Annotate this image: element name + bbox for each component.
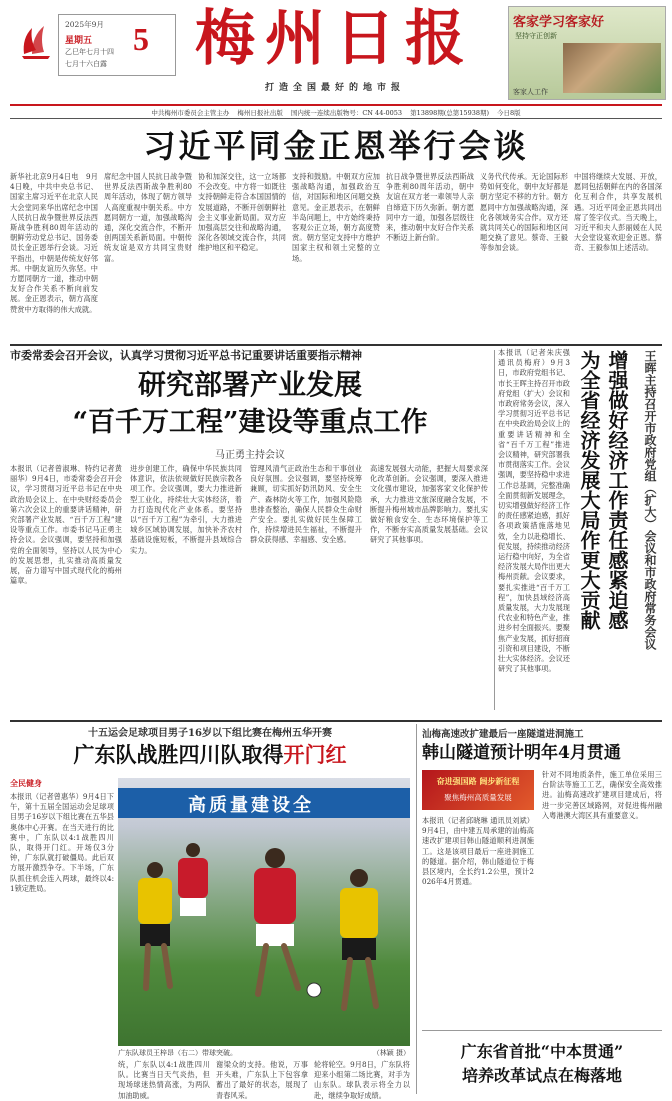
lead-col-3: 协和加深交往，这一立场都不会改变。中方将一如既往支持朝鲜走符合本国国情的发展道路，不断开创朝鲜社会主义事业新局面。双方应加强高层交往和战略沟通，深化各领域交流合作，共同维护地区和平稳定。 <box>198 172 286 253</box>
sports-bottom-col-2: 谢梁众的支持。他说，万事开头难，广东队上下包容拿蓄出了最好的状态，展现了青春风采。 <box>216 1060 308 1100</box>
tunnel-ad-line-2: 聚焦梅州高质量发展 <box>444 793 512 802</box>
lead-col-6: 义务代代传承。无论国际形势如何变化，朝中友好都是朝方坚定不移的方针。朝方愿同中方加强战略沟通，深化各领域务实合作。双方还就共同关心的国际和地区问题交换了意见。蔡奇、王毅等参加会谈。 <box>480 172 568 253</box>
tunnel-headline: 韩山隧道预计明年4月贯通 <box>422 743 621 763</box>
lead-headline: 习近平同金正恩举行会谈 <box>143 127 529 165</box>
story2-kicker: 市委常委会召开会议，认真学习贯彻习近平总书记重要讲话重要指示精神 <box>10 349 362 362</box>
top-right-ad <box>508 6 666 100</box>
weekday: 星期五 <box>65 36 93 46</box>
sports-headline <box>10 740 410 770</box>
story2-byline: 马正勇主持会议 <box>215 450 285 461</box>
sports-bottom-col-3: 轮将轮空。9月8日，广东队将迎来小组第二场比赛，对手为山东队。球队表示将全力以赴，继续争取好成绩。 <box>314 1060 410 1100</box>
story2-headline-1: 研究部署产业发展 <box>137 368 362 401</box>
story2-col-4: 高速发展强大动能，把握大局要求深化改革创新。会议强调，要深入推进文化强市建设，加强客家文化保护传承，大力推进文旅深度融合发展，不断提升梅州城市品牌影响力。要扎实做好粮食安全、生态环境保护等工作，不断夯实高质量发展基础。会议研究了其他事项。 <box>370 464 488 545</box>
tunnel-kicker: 汕梅高速改扩建最后一座隧道进洞施工 <box>422 729 584 740</box>
side-story <box>498 348 662 718</box>
story2 <box>10 348 490 718</box>
masthead-rule <box>10 104 662 106</box>
info-sponsor: 中共梅州市委员会主管主办 <box>151 109 230 117</box>
date-block <box>58 14 176 76</box>
lead-col-2: 席纪念中国人民抗日战争暨世界反法西斯战争胜利80周年活动，体现了朝方领导人高度重视中朝关系。中方愿同朝方一道，加强战略沟通，深化交流合作，不断开创两国关系新局面。中朝传统友谊是双方共同宝贵财富。 <box>104 172 192 263</box>
lead-col-1: 新华社北京9月4日电 9月4日晚，中共中央总书记、国家主席习近平在北京人民大会堂同来华出席纪念中国人民抗日战争暨世界反法西斯战争胜利80周年活动的朝鲜劳动党总书记、国务委员长金正恩举行会谈。习近平指出，中朝是传统友好邻邦。中朝友谊历久弥坚。中方愿同朝方一道，推动中朝友好合作关系不断向前发展。金正恩表示，朝方高度赞赏中方取得的伟大成就。 <box>10 172 98 314</box>
tunnel-story <box>422 722 662 1022</box>
sports-headline-main: 广东队战胜四川队取得 <box>73 742 284 767</box>
promo-line-1: 广东省首批“中本贯通” <box>460 1042 624 1061</box>
day-number: 5 <box>133 21 149 57</box>
promo-line-2: 培养改革试点在梅落地 <box>461 1066 622 1085</box>
masthead <box>0 0 672 117</box>
ad-title: 客家学习客家好 <box>513 15 605 30</box>
sports-headline-highlight: 开门红 <box>283 742 347 767</box>
sports-story <box>10 722 410 1100</box>
tunnel-body-right: 针对不同地质条件，施工单位采用三台阶法等施工工艺，确保安全高效推进。汕梅高速改扩建项目建成后，将进一步完善区域路网，对促进梅州融入粤港澳大湾区具有重要意义。 <box>542 770 662 820</box>
lead-col-4: 支持和鼓励。中朝双方应加强战略沟通，加强政治互信，对国际和地区问题交换意见。金正恩表示，在朝鲜半岛问题上，中方始终秉持客观公正立场，朝方高度赞赏。朝方坚定支持中方维护国家主权和领土完整的立场。 <box>292 172 380 263</box>
bottom-promo <box>422 1030 662 1092</box>
lead-bottom-rule <box>10 344 662 346</box>
ad-tag: 客家人工作 <box>513 88 548 96</box>
players-illustration <box>118 818 410 1046</box>
info-publisher: 梅州日报社出版 <box>237 109 283 117</box>
side-headline-2: 为全省经济发展大局作更大贡献 <box>577 350 601 630</box>
lead-col-5: 抗日战争暨世界反法西斯战争胜利80周年活动，朝中友谊在双方老一辈领导人亲自缔造下历久弥新。朝方愿同中方一道，加强各层级往来，推动朝中友好合作关系不断迈上新台阶。 <box>386 172 474 243</box>
story2-col-2: 进步创建工作，确保中华民族共同体意识，依法依规做好民族宗教各项工作。会议强调，要大力推进新型工业化，持续壮大实体经济，着力打造现代化产业体系。要坚持以“百千万工程”为牵引，大力推进城乡区域协调发展，加快补齐农村基础设施短板，不断提升县域综合实力。 <box>130 464 242 555</box>
publication-info <box>10 108 662 117</box>
sports-side-label: 全民健身 <box>10 778 42 788</box>
banner-text: 高质量建设全 <box>188 795 314 816</box>
side-headline-1: 增强做好经济工作责任感紧迫感 <box>605 350 629 630</box>
photo-caption: 广东队球员王梓昂（右二）带球突破。 <box>118 1049 237 1057</box>
side-body: 本报讯（记者朱庆强 通讯员梅府）9月3日，市政府党组书记、市长王晖主持召开市政府党组（扩大）会议和市政府常务会议，深入学习贯彻习近平总书记在中央政治局会议上的重要讲话精神和全省“百千万工程”推进会议精神，研究部署我市贯彻落实工作。会议强调，要坚持稳中求进工作总基调，完整准确全面贯彻新发展理念，切实增强做好经济工作的责任感紧迫感，抓好各项政策措施落地见效，全力以赴稳增长、促发展，持续推动经济运行稳中向好，为全省经济发展大局作出更大梅州贡献。会议要求，要扎实推进“百千万工程”，加快县域经济高质量发展，大力发展现代农业和特色产业，推进乡村全面振兴。要聚焦产业发展，抓好招商引资和项目建设，不断壮大实体经济。会议还研究了其他事项。 <box>498 348 570 674</box>
side-kicker: 王晖主持召开市政府党组（扩大）会议和市政府常务会议 <box>643 350 657 650</box>
tunnel-ad-banner <box>422 770 534 810</box>
story2-col-1: 本报讯（记者曾淑琳、特约记者黄丽华）9月4日，市委常委会召开会议，学习贯彻习近平总书记在中央政治局会议上、在中央财经委员会第六次会议上的重要讲话精神，研究部署产业发展、“百千万工程”建设等重点工作。市委书记马正勇主持会议。会议强调，要坚持和加强党的全面领导，坚持以人民为中心的发展思想，扎实推动高质量发展，奋力谱写中国式现代化的梅州篇章。 <box>10 464 122 586</box>
info-rule <box>10 118 662 119</box>
slogan: 打造全国最好的地市报 <box>264 83 405 93</box>
sports-photo <box>118 778 410 1046</box>
ad-photo <box>563 43 661 93</box>
newspaper-emblem-icon <box>18 20 54 60</box>
tunnel-body-left: 本报讯（记者邱晓琳 通讯员刘斌）9月4日，由中建五局承建的汕梅高速改扩建项目韩山隧道顺利进洞施工。这是该项目最后一座进洞施工的隧道。据介绍，韩山隧道位于梅县区境内，全长约1.2公里，预计2026年4月贯通。 <box>422 816 534 887</box>
info-issue: 第13898期(总第15938期) <box>410 109 490 117</box>
tunnel-ad-line-1: 奋进强国路 阔步新征程 <box>436 776 520 786</box>
story2-col-3: 管理风清气正政治生态和干事创业良好氛围。会议强调，要坚持统筹兼顾，切实抓好防汛防风、安全生产、森林防火等工作，加强风险隐患排查整治，确保人民群众生命财产安全。要扎实做好民生保障工作，持续增进民生福祉，不断提升群众获得感、幸福感、安全感。 <box>250 464 362 545</box>
photo-banner <box>118 788 410 818</box>
bottom-divider <box>416 724 417 1094</box>
photo-credit: （林颖 摄） <box>372 1049 410 1057</box>
football-icon <box>307 983 321 997</box>
ad-subtitle: 坚持守正创新 <box>515 32 557 40</box>
solar-term: 七月十六白露 <box>65 60 107 68</box>
lead-col-7: 中国将继续大发展、开放，愿同包括朝鲜在内的各国深化互利合作，共享发展机遇。习近平同金正恩共同出席了签字仪式。当天晚上，习近平和夫人彭丽媛在人民大会堂设宴欢迎金正恩。蔡奇、王毅参加上述活动。 <box>574 172 662 253</box>
info-pages: 今日8版 <box>497 109 521 117</box>
story2-headline-2: “百千万工程”建设等重点工作 <box>72 407 428 438</box>
sports-bottom-col-1: 统，广东队以4:1战胜四川队。比赛当日天气炎热，但现场球迷热情高涨，为两队加油助威。 <box>118 1060 210 1100</box>
info-cn: 国内统一连续出版物号：CN 44-0053 <box>290 109 403 117</box>
lunar-date: 乙巳年七月十四 <box>65 48 114 56</box>
date-year-month: 2025年9月 <box>65 20 104 29</box>
newspaper-title: 梅州日报 <box>195 4 475 74</box>
lead-body <box>10 172 662 342</box>
sports-body: 本报讯（记者曾惠华）9月4日下午，第十五届全国运动会足球项目男子16岁以下组比赛在五华县奥体中心开赛。在当天进行的比赛中，广东队以4:1战胜四川队，取得开门红。开场仅3分钟，广东队就打破僵局。此后双方展开激烈争夺。下半场，广东队抓住机会连入两球，最终以4:1锁定胜局。 <box>10 792 114 893</box>
side-divider <box>494 350 495 710</box>
sports-kicker: 十五运会足球项目男子16岁以下组比赛在梅州五华开赛 <box>88 728 332 739</box>
